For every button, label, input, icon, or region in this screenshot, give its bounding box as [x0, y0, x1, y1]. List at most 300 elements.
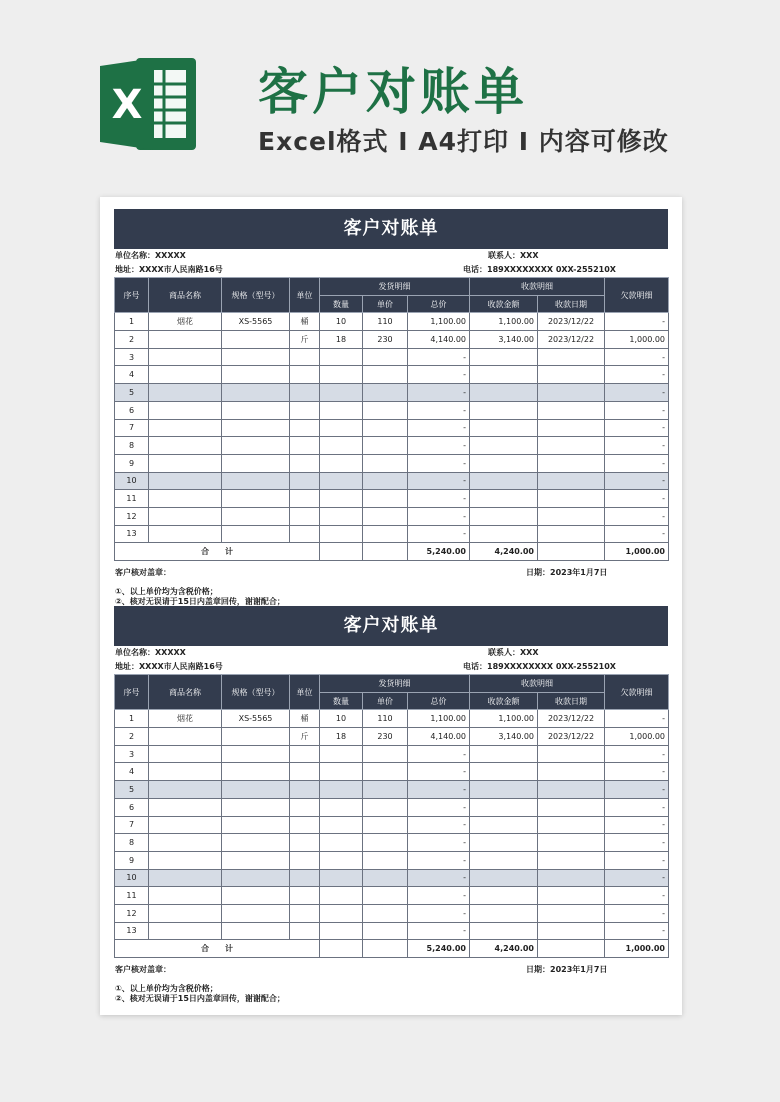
row-index: 7: [115, 816, 149, 834]
total-sum: 5,240.00: [408, 940, 470, 958]
date-cell: [538, 472, 605, 490]
row-index: 4: [115, 366, 149, 384]
row-index: 5: [115, 781, 149, 799]
total-cell: -: [408, 507, 470, 525]
product-cell: [149, 384, 222, 402]
price-cell: [363, 401, 408, 419]
qty-cell: [320, 763, 363, 781]
date-cell: [538, 869, 605, 887]
total-row: [115, 543, 669, 561]
product-cell: [149, 331, 222, 349]
product-cell: [149, 781, 222, 799]
statement-footer: [114, 958, 668, 1006]
price-cell: 230: [363, 728, 408, 746]
row-index: 9: [115, 454, 149, 472]
owed-cell: -: [605, 454, 669, 472]
phone-text: 电话：189XXXXXXXX 0XX-255210X: [463, 265, 616, 274]
unit-cell: [290, 834, 320, 852]
qty-cell: [320, 851, 363, 869]
spec-cell: [222, 348, 290, 366]
unit-cell: [290, 348, 320, 366]
owed-cell: 1,000.00: [605, 728, 669, 746]
total-cell: -: [408, 401, 470, 419]
row-index: 11: [115, 887, 149, 905]
unit-cell: [290, 454, 320, 472]
total-owed: 1,000.00: [605, 940, 669, 958]
spec-cell: [222, 507, 290, 525]
owed-cell: -: [605, 798, 669, 816]
total-amount: 4,240.00: [470, 543, 538, 561]
product-cell: [149, 525, 222, 543]
total-cell: -: [408, 454, 470, 472]
amount-cell: [470, 851, 538, 869]
price-cell: [363, 887, 408, 905]
header-owed: 欠款明细: [605, 278, 669, 313]
unit-cell: 桶: [290, 313, 320, 331]
table-row: [115, 348, 669, 366]
date-cell: [538, 384, 605, 402]
address-text: 地址：XXXX市人民南路16号: [115, 265, 223, 274]
owed-cell: -: [605, 366, 669, 384]
date-cell: [538, 401, 605, 419]
header-date: 收款日期: [538, 692, 605, 710]
note-1: ①、以上单价均为含税价格；: [115, 587, 218, 596]
total-cell: -: [408, 437, 470, 455]
unit-cell: [290, 904, 320, 922]
amount-cell: [470, 887, 538, 905]
owed-cell: -: [605, 472, 669, 490]
amount-cell: [470, 781, 538, 799]
spec-cell: [222, 922, 290, 940]
row-index: 4: [115, 763, 149, 781]
row-index: 5: [115, 384, 149, 402]
header-date: 收款日期: [538, 295, 605, 313]
header-spec: 规格（型号）: [222, 278, 290, 313]
price-cell: [363, 348, 408, 366]
date-text: 日期：2023年1月7日: [526, 568, 608, 577]
spec-cell: [222, 366, 290, 384]
header-shipping: 发货明细: [320, 675, 470, 693]
date-cell: [538, 922, 605, 940]
total-cell: -: [408, 816, 470, 834]
row-index: 10: [115, 472, 149, 490]
qty-cell: 10: [320, 710, 363, 728]
total-cell: -: [408, 763, 470, 781]
table-row: [115, 781, 669, 799]
date-cell: 2023/12/22: [538, 331, 605, 349]
row-index: 1: [115, 313, 149, 331]
product-cell: [149, 419, 222, 437]
spec-cell: [222, 816, 290, 834]
amount-cell: 1,100.00: [470, 710, 538, 728]
total-date-cell: [538, 940, 605, 958]
statement-title: 客户对账单: [114, 209, 668, 249]
owed-cell: -: [605, 348, 669, 366]
header-index: 序号: [115, 278, 149, 313]
table-body: [115, 710, 669, 940]
total-cell: -: [408, 348, 470, 366]
note-1: ①、以上单价均为含税价格；: [115, 984, 218, 993]
unit-cell: [290, 763, 320, 781]
header-product: 商品名称: [149, 675, 222, 710]
amount-cell: 3,140.00: [470, 728, 538, 746]
total-label: 合 计: [115, 940, 320, 958]
table-row: [115, 313, 669, 331]
svg-text:X: X: [111, 82, 143, 128]
product-cell: [149, 851, 222, 869]
product-cell: [149, 472, 222, 490]
table-row: [115, 525, 669, 543]
amount-cell: [470, 869, 538, 887]
table-row: [115, 798, 669, 816]
date-cell: 2023/12/22: [538, 313, 605, 331]
date-cell: 2023/12/22: [538, 710, 605, 728]
table-row: [115, 437, 669, 455]
total-cell: -: [408, 781, 470, 799]
date-cell: [538, 507, 605, 525]
price-cell: [363, 745, 408, 763]
price-cell: 110: [363, 710, 408, 728]
table-body: [115, 313, 669, 543]
info-row-1: [114, 646, 668, 660]
qty-cell: [320, 437, 363, 455]
owed-cell: -: [605, 887, 669, 905]
owed-cell: -: [605, 851, 669, 869]
product-cell: [149, 401, 222, 419]
spec-cell: XS-5565: [222, 710, 290, 728]
product-cell: [149, 904, 222, 922]
spec-cell: XS-5565: [222, 313, 290, 331]
qty-cell: [320, 419, 363, 437]
amount-cell: [470, 763, 538, 781]
spec-cell: [222, 384, 290, 402]
header-amount: 收款金额: [470, 295, 538, 313]
product-cell: 烟花: [149, 313, 222, 331]
amount-cell: [470, 798, 538, 816]
date-cell: [538, 904, 605, 922]
owed-cell: -: [605, 869, 669, 887]
price-cell: [363, 763, 408, 781]
qty-cell: [320, 348, 363, 366]
unit-cell: [290, 922, 320, 940]
unit-cell: [290, 816, 320, 834]
amount-cell: [470, 525, 538, 543]
row-index: 2: [115, 728, 149, 746]
contact-text: 联系人：XXX: [488, 251, 539, 260]
amount-cell: [470, 745, 538, 763]
owed-cell: -: [605, 401, 669, 419]
header-owed: 欠款明细: [605, 675, 669, 710]
price-cell: [363, 366, 408, 384]
owed-cell: -: [605, 904, 669, 922]
spec-cell: [222, 851, 290, 869]
row-index: 3: [115, 745, 149, 763]
header-product: 商品名称: [149, 278, 222, 313]
date-cell: [538, 763, 605, 781]
statement-sheet-1: [114, 209, 668, 609]
header-qty: 数量: [320, 692, 363, 710]
header-receipt: 收款明细: [470, 278, 605, 296]
total-cell: 4,140.00: [408, 728, 470, 746]
table-row: [115, 401, 669, 419]
price-cell: [363, 869, 408, 887]
price-cell: [363, 490, 408, 508]
owed-cell: -: [605, 437, 669, 455]
amount-cell: [470, 816, 538, 834]
total-sum: 5,240.00: [408, 543, 470, 561]
spec-cell: [222, 331, 290, 349]
unit-cell: [290, 401, 320, 419]
product-cell: [149, 728, 222, 746]
spec-cell: [222, 869, 290, 887]
owed-cell: -: [605, 922, 669, 940]
row-index: 11: [115, 490, 149, 508]
header-total: 总价: [408, 692, 470, 710]
info-row-1: [114, 249, 668, 263]
unit-name-text: 单位名称：XXXXX: [115, 648, 186, 657]
date-cell: [538, 851, 605, 869]
owed-cell: -: [605, 490, 669, 508]
total-qty-cell: [320, 940, 363, 958]
price-cell: [363, 419, 408, 437]
header-index: 序号: [115, 675, 149, 710]
product-cell: [149, 745, 222, 763]
product-cell: [149, 366, 222, 384]
price-cell: [363, 904, 408, 922]
spec-cell: [222, 745, 290, 763]
qty-cell: [320, 745, 363, 763]
product-cell: [149, 454, 222, 472]
price-cell: [363, 472, 408, 490]
amount-cell: [470, 834, 538, 852]
note-2: ②、核对无误请于15日内盖章回传，谢谢配合；: [115, 597, 285, 606]
product-cell: [149, 922, 222, 940]
statement-paper: [100, 197, 682, 1015]
statement-table: [114, 277, 669, 561]
spec-cell: [222, 904, 290, 922]
total-price-cell: [363, 543, 408, 561]
price-cell: [363, 525, 408, 543]
hero-subtitle: Excel格式 I A4打印 I 内容可修改: [258, 127, 669, 156]
spec-cell: [222, 798, 290, 816]
date-cell: [538, 437, 605, 455]
table-row: [115, 507, 669, 525]
phone-text: 电话：189XXXXXXXX 0XX-255210X: [463, 662, 616, 671]
unit-cell: [290, 525, 320, 543]
row-index: 6: [115, 401, 149, 419]
qty-cell: [320, 401, 363, 419]
table-row: [115, 904, 669, 922]
total-cell: -: [408, 834, 470, 852]
header-unit: 单位: [290, 278, 320, 313]
owed-cell: -: [605, 384, 669, 402]
owed-cell: -: [605, 313, 669, 331]
owed-cell: 1,000.00: [605, 331, 669, 349]
owed-cell: -: [605, 781, 669, 799]
amount-cell: [470, 348, 538, 366]
qty-cell: [320, 507, 363, 525]
table-row: [115, 366, 669, 384]
price-cell: [363, 454, 408, 472]
qty-cell: 18: [320, 728, 363, 746]
total-qty-cell: [320, 543, 363, 561]
amount-cell: [470, 454, 538, 472]
spec-cell: [222, 887, 290, 905]
owed-cell: -: [605, 507, 669, 525]
total-cell: -: [408, 745, 470, 763]
qty-cell: [320, 472, 363, 490]
table-row: [115, 710, 669, 728]
table-row: [115, 869, 669, 887]
amount-cell: 3,140.00: [470, 331, 538, 349]
table-row: [115, 454, 669, 472]
unit-cell: [290, 851, 320, 869]
amount-cell: [470, 507, 538, 525]
product-cell: [149, 834, 222, 852]
product-cell: [149, 887, 222, 905]
total-cell: 1,100.00: [408, 313, 470, 331]
price-cell: [363, 507, 408, 525]
row-index: 1: [115, 710, 149, 728]
row-index: 12: [115, 904, 149, 922]
amount-cell: [470, 401, 538, 419]
note-2: ②、核对无误请于15日内盖章回传，谢谢配合；: [115, 994, 285, 1003]
row-index: 8: [115, 437, 149, 455]
owed-cell: -: [605, 745, 669, 763]
unit-cell: 斤: [290, 728, 320, 746]
total-label: 合 计: [115, 543, 320, 561]
spec-cell: [222, 728, 290, 746]
spec-cell: [222, 454, 290, 472]
row-index: 2: [115, 331, 149, 349]
product-cell: [149, 798, 222, 816]
qty-cell: [320, 366, 363, 384]
table-row: [115, 490, 669, 508]
excel-logo-icon: [96, 52, 200, 156]
table-row: [115, 331, 669, 349]
qty-cell: 18: [320, 331, 363, 349]
header-total: 总价: [408, 295, 470, 313]
price-cell: [363, 781, 408, 799]
table-row: [115, 745, 669, 763]
owed-cell: -: [605, 763, 669, 781]
date-cell: [538, 745, 605, 763]
info-row-2: [114, 263, 668, 277]
hero-title: 客户对账单: [258, 63, 528, 121]
unit-cell: [290, 366, 320, 384]
hero-banner: [0, 0, 780, 190]
spec-cell: [222, 781, 290, 799]
table-row: [115, 728, 669, 746]
product-cell: [149, 763, 222, 781]
price-cell: [363, 834, 408, 852]
contact-text: 联系人：XXX: [488, 648, 539, 657]
unit-cell: [290, 507, 320, 525]
spec-cell: [222, 490, 290, 508]
header-shipping: 发货明细: [320, 278, 470, 296]
qty-cell: [320, 490, 363, 508]
spec-cell: [222, 472, 290, 490]
row-index: 10: [115, 869, 149, 887]
address-text: 地址：XXXX市人民南路16号: [115, 662, 223, 671]
total-cell: -: [408, 419, 470, 437]
unit-cell: [290, 384, 320, 402]
qty-cell: [320, 904, 363, 922]
unit-cell: 斤: [290, 331, 320, 349]
header-receipt: 收款明细: [470, 675, 605, 693]
table-row: [115, 763, 669, 781]
signature-label: 客户核对盖章：: [115, 965, 171, 974]
total-price-cell: [363, 940, 408, 958]
qty-cell: [320, 816, 363, 834]
spec-cell: [222, 525, 290, 543]
unit-cell: [290, 437, 320, 455]
date-cell: [538, 887, 605, 905]
price-cell: 230: [363, 331, 408, 349]
owed-cell: -: [605, 710, 669, 728]
qty-cell: [320, 922, 363, 940]
amount-cell: [470, 437, 538, 455]
date-cell: [538, 798, 605, 816]
total-cell: -: [408, 798, 470, 816]
qty-cell: [320, 454, 363, 472]
row-index: 13: [115, 922, 149, 940]
amount-cell: 1,100.00: [470, 313, 538, 331]
amount-cell: [470, 904, 538, 922]
date-cell: [538, 366, 605, 384]
row-index: 6: [115, 798, 149, 816]
statement-title: 客户对账单: [114, 606, 668, 646]
table-row: [115, 851, 669, 869]
date-cell: [538, 490, 605, 508]
header-amount: 收款金额: [470, 692, 538, 710]
spec-cell: [222, 401, 290, 419]
amount-cell: [470, 366, 538, 384]
qty-cell: [320, 834, 363, 852]
row-index: 7: [115, 419, 149, 437]
date-cell: [538, 781, 605, 799]
statement-footer: [114, 561, 668, 609]
unit-cell: [290, 419, 320, 437]
table-row: [115, 419, 669, 437]
unit-cell: [290, 490, 320, 508]
total-cell: -: [408, 887, 470, 905]
info-row-2: [114, 660, 668, 674]
qty-cell: [320, 798, 363, 816]
product-cell: [149, 437, 222, 455]
spec-cell: [222, 419, 290, 437]
total-row: [115, 940, 669, 958]
spec-cell: [222, 834, 290, 852]
total-cell: -: [408, 384, 470, 402]
price-cell: [363, 816, 408, 834]
table-row: [115, 472, 669, 490]
row-index: 12: [115, 507, 149, 525]
date-cell: [538, 525, 605, 543]
product-cell: [149, 348, 222, 366]
header-spec: 规格（型号）: [222, 675, 290, 710]
total-cell: -: [408, 922, 470, 940]
header-qty: 数量: [320, 295, 363, 313]
product-cell: 烟花: [149, 710, 222, 728]
table-row: [115, 384, 669, 402]
amount-cell: [470, 472, 538, 490]
spec-cell: [222, 437, 290, 455]
owed-cell: -: [605, 816, 669, 834]
product-cell: [149, 490, 222, 508]
date-cell: [538, 348, 605, 366]
total-cell: 1,100.00: [408, 710, 470, 728]
